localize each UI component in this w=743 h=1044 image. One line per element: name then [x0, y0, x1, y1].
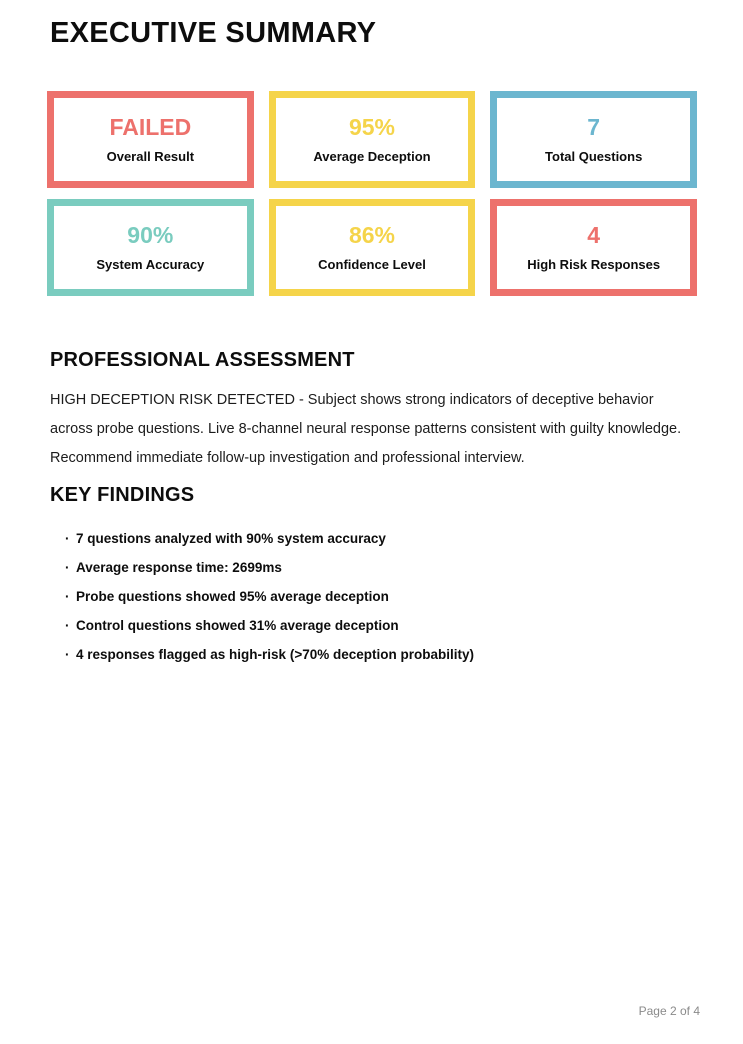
summary-cards-grid	[47, 91, 697, 296]
finding-item	[50, 524, 698, 553]
finding-item	[50, 611, 698, 640]
bullet-marker: ·	[65, 647, 70, 662]
metric-label: Total Questions	[545, 149, 643, 164]
metric-value: FAILED	[109, 114, 192, 140]
metric-label: High Risk Responses	[527, 257, 661, 272]
metric-value: 95%	[348, 114, 396, 140]
bullet-marker: ·	[65, 531, 70, 546]
metric-label: Average Deception	[313, 149, 431, 164]
metric-label: Confidence Level	[318, 257, 426, 272]
findings-heading: KEY FINDINGS	[50, 484, 195, 506]
metric-card-total-questions	[490, 91, 697, 188]
finding-text: Average response time: 2699ms	[76, 560, 282, 575]
metric-card-high-risk-responses	[490, 199, 697, 296]
finding-item	[50, 582, 698, 611]
finding-item	[50, 553, 698, 582]
metric-card-overall-result	[47, 91, 254, 188]
metric-value: 4	[587, 222, 601, 248]
assessment-body-text: HIGH DECEPTION RISK DETECTED - Subject shows strong indicators of deceptive behavior across probe questions. Live 8-channel neural response patterns consistent with guilty knowledge. Recommend immediate follow-up investigation and professional interview.	[50, 392, 682, 466]
metric-value: 86%	[348, 222, 396, 248]
bullet-marker: ·	[65, 560, 70, 575]
metric-label: Overall Result	[106, 149, 195, 164]
page-number: Page 2 of 4	[638, 1004, 700, 1018]
metric-card-system-accuracy	[47, 199, 254, 296]
metric-value: 90%	[127, 222, 174, 248]
finding-text: Control questions showed 31% average deception	[76, 618, 399, 633]
page-title: EXECUTIVE SUMMARY	[50, 17, 377, 49]
bullet-marker: ·	[65, 618, 70, 633]
bullet-marker: ·	[65, 589, 70, 604]
metric-card-average-deception	[269, 91, 476, 188]
metric-label: System Accuracy	[96, 257, 205, 272]
finding-item	[50, 640, 698, 669]
key-findings-section	[50, 484, 698, 669]
finding-text: 7 questions analyzed with 90% system accuracy	[76, 531, 386, 546]
metric-value: 7	[587, 114, 601, 140]
professional-assessment-section	[50, 349, 698, 473]
finding-text: Probe questions showed 95% average deception	[76, 589, 389, 604]
assessment-heading: PROFESSIONAL ASSESSMENT	[50, 349, 355, 371]
finding-text: 4 responses flagged as high-risk (>70% deception probability)	[76, 647, 474, 662]
metric-card-confidence-level	[269, 199, 476, 296]
findings-list	[50, 524, 698, 669]
